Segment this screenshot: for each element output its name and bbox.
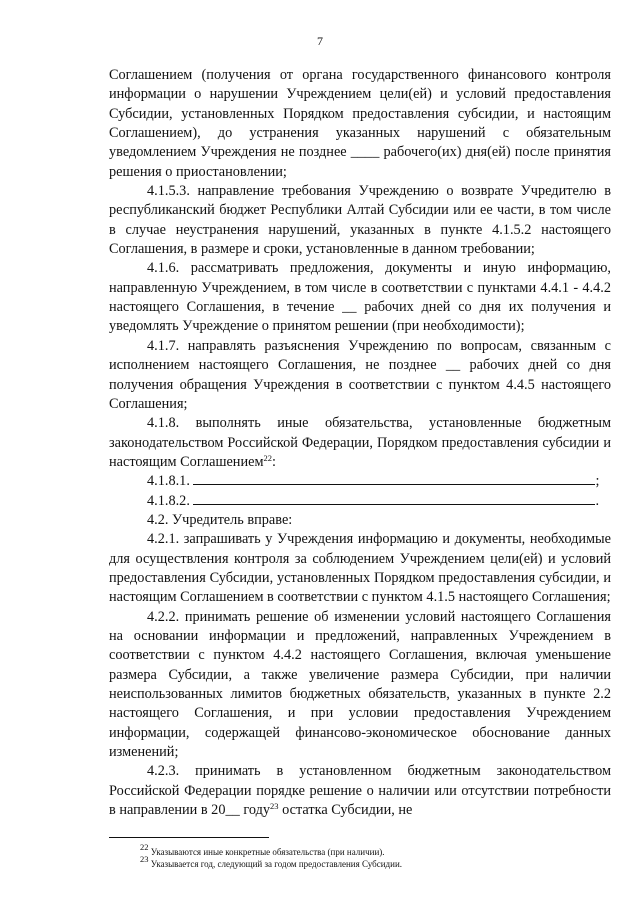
fill-in-blank-line [193, 492, 595, 505]
paragraph-4-1-8-suffix: : [272, 453, 276, 470]
paragraph-4-2-3-text: 4.2.3. принимать в установленном бюджетным законодательством Российской Федерации порядке решение о наличии или отсутствии потребности в направлении в 20__ году [109, 763, 611, 819]
footnote-number: 23 [140, 854, 149, 864]
footnote-text: Указывается год, следующий за годом предоставления Субсидии. [150, 859, 403, 869]
paragraph-4-2-3 [109, 762, 611, 820]
fill-in-blank-line [193, 472, 595, 485]
footnote-separator [109, 837, 269, 838]
footnote-text: Указываются иные конкретные обязательства (при наличии). [150, 847, 385, 857]
list-item-4-1-8-1 [109, 472, 611, 491]
paragraph-4-1-8 [109, 414, 611, 472]
paragraph-4-2: 4.2. Учредитель вправе: [147, 511, 293, 528]
list-item-label: 4.1.8.2. [147, 492, 190, 509]
footnotes [140, 842, 610, 870]
footnote-ref-22: 22 [263, 452, 272, 463]
list-item-end: . [595, 492, 600, 509]
paragraph-4-2-3-tail: остатка Субсидии, не [282, 802, 413, 819]
document-body [109, 66, 611, 820]
paragraph-4-1-7: 4.1.7. направлять разъяснения Учреждению по вопросам, связанным с исполнением настоящего Соглашения, не позднее __ рабочих дней со дня получения обращения Учреждения в соответствии с пунктом 4.4.5 настоящего Соглашения; [109, 337, 611, 412]
list-item-end: ; [595, 473, 600, 490]
footnote-ref-23: 23 [270, 801, 279, 812]
paragraph-4-1-5-3: 4.1.5.3. направление требования Учреждению о возврате Учредителю в республиканский бюджет Республики Алтай Субсидии или ее части, в том числе в случае неустранения нарушений, указанных в пункте 4.1.5.2 настоящего Соглашения, в размере и сроки, установленные в данном требовании; [109, 183, 611, 258]
footnote-22 [140, 842, 610, 858]
page-number: 7 [317, 34, 323, 48]
list-item-4-1-8-2 [109, 492, 611, 511]
paragraph-4-2-2: 4.2.2. принимать решение об изменении условий настоящего Соглашения на основании информации и предложений, направленных Учреждением в соответствии с пунктом 4.4.2 настоящего Соглашения, включая уменьшение размера Субсидии, а также увеличение размера Субсидии, при наличии неиспользованных лимитов бюджетных обязательств, указанных в пункте 2.2 настоящего Соглашения, и при условии предоставления Учреждением информации, содержащей финансово-экономическое обоснование данных изменений; [109, 608, 611, 761]
paragraph-continued: Соглашением (получения от органа государственного финансового контроля информации о нарушении Учреждением цели(ей) и условий предоставления Субсидии, установленных Порядком предоставления субсидии, и настоящим Соглашением), до устранения указанных нарушений с обязательным уведомлением Учреждения не позднее ____ рабочего(их) дня(ей) после принятия решения о приостановлении; [109, 67, 611, 180]
paragraph-4-1-8-text: 4.1.8. выполнять иные обязательства, установленные бюджетным законодательством Российской Федерации, Порядком предоставления субсидии и настоящим Соглашением [109, 415, 611, 470]
list-item-label: 4.1.8.1. [147, 473, 190, 490]
paragraph-4-2-1: 4.2.1. запрашивать у Учреждения информацию и документы, необходимые для осуществления контроля за соблюдением Учреждением цели(ей) и условий предоставления Субсидии, установленных Порядком предоставления субсидии, и настоящим Соглашением в соответствии с пунктом 4.1.5 настоящего Соглашения; [109, 531, 611, 606]
paragraph-4-1-6: 4.1.6. рассматривать предложения, документы и иную информацию, направленную Учреждением, в том числе в соответствии с пунктами 4.4.1 - 4.4.2 настоящего Соглашения, в течение __ рабочих дней со дня их получения и уведомлять Учреждение о принятом решении (при необходимости); [109, 260, 611, 335]
footnote-23 [140, 854, 610, 870]
footnote-number: 22 [140, 842, 149, 852]
